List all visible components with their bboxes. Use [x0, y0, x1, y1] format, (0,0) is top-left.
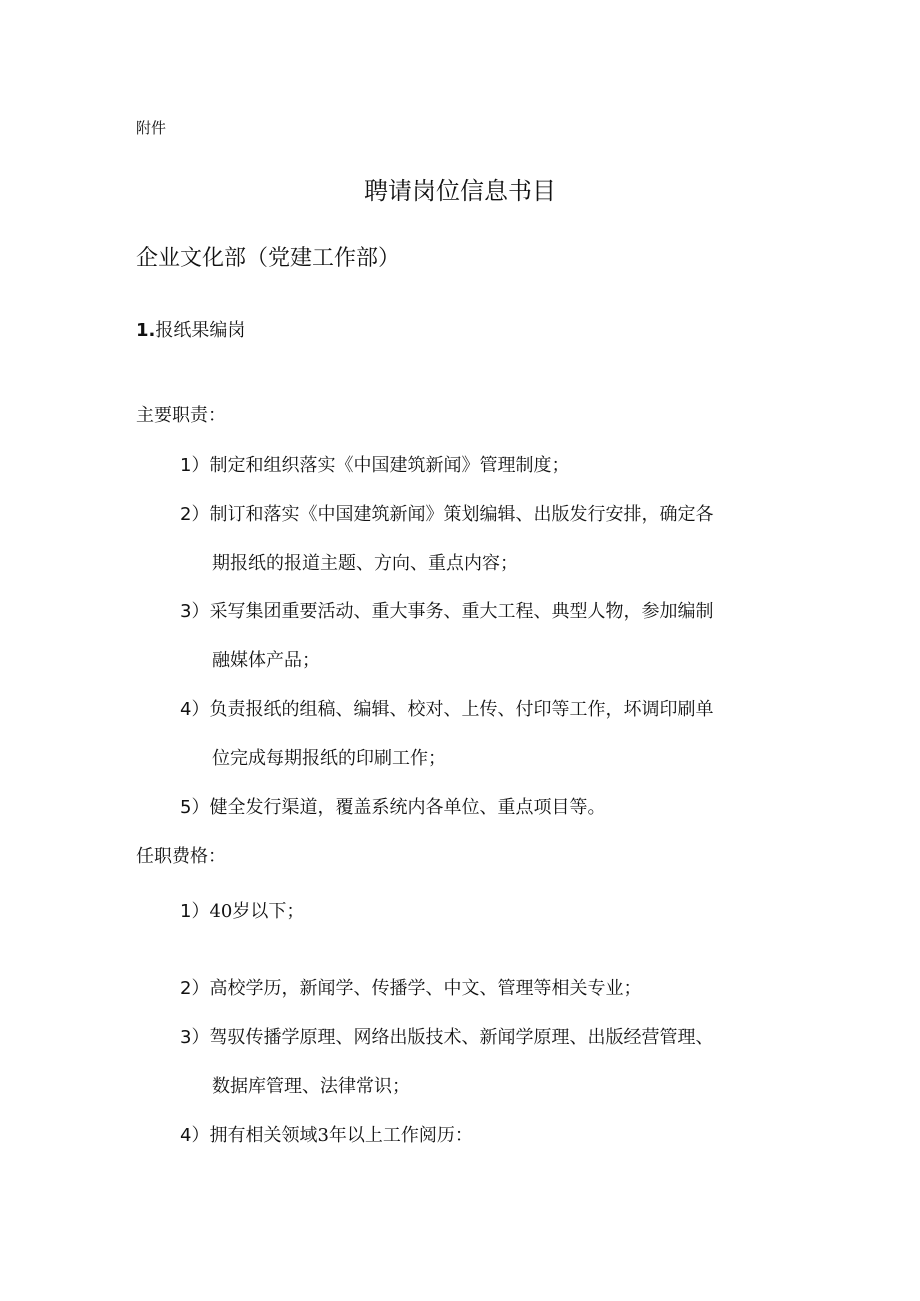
duty-text-continued: 期报纸的报道主题、方向、重点内容； — [212, 553, 518, 574]
duty-item — [180, 799, 605, 817]
duty-item — [180, 457, 569, 475]
duty-index: 3） — [180, 601, 210, 622]
qualification-text: 40岁以下； — [209, 901, 305, 922]
duty-item — [180, 701, 713, 719]
duty-index: 1） — [180, 455, 210, 476]
qualification-text: 高校学历，新闻学、传播学、中文、管理等相关专业； — [209, 978, 642, 999]
qualification-index: 4） — [180, 1125, 210, 1146]
duty-index: 2） — [180, 504, 210, 525]
duty-text: 健全发行渠道，覆盖系统内各单位、重点项目等。 — [209, 797, 606, 818]
qualification-item — [180, 980, 641, 998]
position-number: 1. — [136, 320, 156, 341]
qualification-text: 驾驭传播学原理、网络出版技术、新闻学原理、出版经营管理、 — [209, 1027, 714, 1048]
position-name: 报纸果编岗 — [155, 320, 246, 341]
duty-text: 制定和组织落实《中国建筑新闻》管理制度； — [209, 455, 570, 476]
duty-item — [180, 506, 713, 524]
qualification-text-continued: 数据库管理、法律常识； — [212, 1076, 410, 1097]
qualification-index: 1） — [180, 901, 210, 922]
qualification-item — [180, 903, 304, 921]
position-heading — [136, 322, 245, 340]
qualification-index: 2） — [180, 978, 210, 999]
duties-heading: 主要职责： — [136, 405, 226, 426]
duty-text: 负责报纸的组稿、编辑、校对、上传、付印等工作，坏调印刷单 — [209, 699, 714, 720]
duty-text: 采写集团重要活动、重大事务、重大工程、典型人物，参加编制 — [209, 601, 714, 622]
department-heading: 企业文化部（党建工作部） — [136, 246, 401, 271]
qualification-item — [180, 1029, 713, 1047]
attachment-label: 附件 — [136, 119, 167, 137]
duty-index: 5） — [180, 797, 210, 818]
qualification-item — [180, 1127, 473, 1145]
qualifications-heading: 任职费格： — [136, 846, 226, 867]
document-title: 聘请岗位信息书目 — [364, 177, 556, 205]
duty-index: 4） — [180, 699, 210, 720]
duty-text: 制订和落实《中国建筑新闻》策划编辑、出版发行安排，确定各 — [209, 504, 714, 525]
qualification-index: 3） — [180, 1027, 210, 1048]
duty-text-continued: 位完成每期报纸的印刷工作； — [212, 748, 446, 769]
duty-text-continued: 融媒体产品； — [212, 650, 320, 671]
duty-item — [180, 603, 713, 621]
qualification-text: 拥有相关领域3年以上工作阅历： — [209, 1125, 473, 1146]
